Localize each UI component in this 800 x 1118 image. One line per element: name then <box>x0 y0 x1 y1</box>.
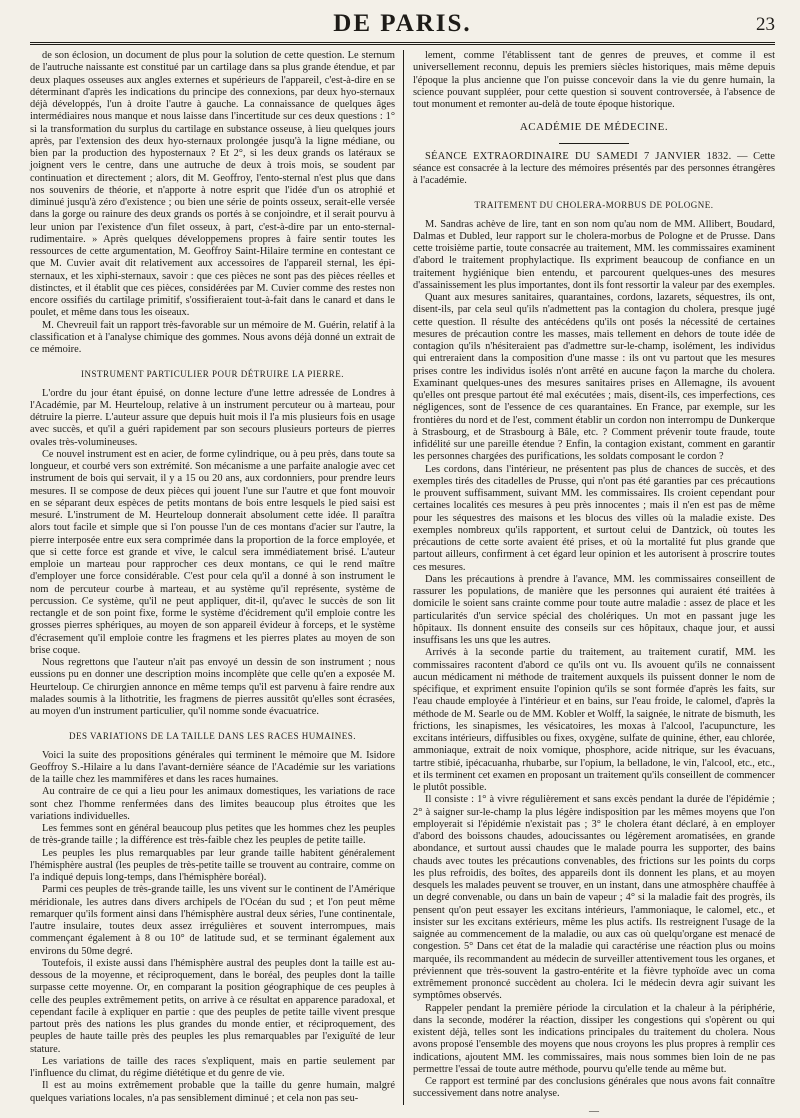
column-divider <box>403 50 404 1105</box>
end-mark: — <box>589 1105 599 1117</box>
right-column <box>413 50 776 1117</box>
page-header <box>30 8 775 45</box>
section-heading-instrument: INSTRUMENT PARTICULIER POUR DÉTRUIRE LA PIERRE. <box>81 369 344 380</box>
paragraph: Parmi ces peuples de très-grande taille, les uns vivent sur le continent de l'Amérique méridionale, les autres dans divers archipels de l'Océan du sud ; et l'on peut même remarquer qu'ils forment ainsi dans l'hémisphère austral deux séries, l'une continentale, l'autre insulaire, toutes deux assez irrégulières et souvent interrompues, mais commençant également à 8 ou 10° de latitude sud, et se terminant également aux environs du 50me degré. <box>30 884 395 957</box>
paragraph: Arrivés à la seconde partie du traitement, au traitement curatif, MM. les commissaires racontent d'abord ce qu'ils ont vu. Ils avouent qu'ils ne connaissent aucun médicament ni méthode de traitement auxquels ils puissent donner le nom de spécifique, et expriment ensuite l'opinion qu'ils se sont formée d'après les faits, sur l'eau chaude employée à l'intérieur et en bains, sur l'eau froide, le calomel, d'après la méthode de M. Searle ou de MM. Kobler et Wolff, la saignée, le nitrate de bismuth, les frictions, les sinapismes, les vésicatoires, les moxas à l'alcool, l'acupuncture, les excitans intérieurs, diffusibles ou fixes, oxygène, sulfate de quinine, éther, eau chlorée, ammoniaque, extrait de noix vomique, phosphore, acide nitrique, sur les évacuans, tartre stibié, ipécacuanha, rhubarbe, sur l'opium, la belladone, le vin, l'alcool, etc., etc., et ils terminent cet examen en proposant un traitement qu'ils conseillent de commencer le plutôt possible. <box>413 647 775 793</box>
paragraph: Les cordons, dans l'intérieur, ne présentent pas plus de chances de succès, et des exemples tirés des citadelles de Prusse, qui n'ont pas été garanties par ces précautions le prouvent suffisamment, suivant MM. les commissaires. Ils croient cependant pour certaines localités ces mesures à peu près innocentes ; mais il n'en est pas de même pour les séquestres des maisons et les blocus des villes où la maladie existe. Des exemples nombreux qu'ils rapportent, et surtout celui de Dantzick, où toutes les précautions de cette sorte avaient été prises, et où la mortalité fut plus grande que partout ailleurs, confirment à cet égard leur opinion et les autorisent à proscrire toutes ces mesures. <box>413 463 775 573</box>
paragraph: Rappeler pendant la première période la circulation et la chaleur à la périphérie, dans la seconde, modérer la réaction, dissiper les congestions qui s'opèrent ou qui existent déjà, telles sont les indications principales du traitement du cholera. Nous avons proposé l'ensemble des moyens que nous croyons les plus propres à remplir ces indications, ajoutent MM. les commissaires, mais nous sommes bien loin de ne pas permettre l'essai de toute autre méthode, pourvu qu'elle tende au même but. <box>413 1002 775 1075</box>
paragraph: Voici la suite des propositions générales qui terminent le mémoire que M. Isidore Geoffroy S.-Hilaire a lu dans l'avant-dernière séance de l'Académie sur les variations de la taille chez les mammifères et dans les races humaines. <box>30 749 395 785</box>
paragraph: Ce nouvel instrument est en acier, de forme cylindrique, ou à peu près, dans toute sa longueur, et courbé vers son extrémité. Son mécanisme a une parfaite analogie avec cet instrument de bois qui servait, il y a 15 ou 20 ans, aux cordonniers, pour prendre leurs mesures. Il se compose de deux pièces qui jouent l'une sur l'autre et que font mouvoir en se séparant deux espèces de petits montans de bois entre lesquels le pied saisi est mesuré. L'instrument de M. Heurteloup donnerait absolument cette idée. Il paraîtra alors tout facile et simple que si l'on pousse l'un de ces montans d'acier sur l'autre, la pierre interposée entre eux sera comprimée dans la proportion de la force employée, et que si cette force est grande et vive, le calcul sera immédiatement brisé. L'auteur emploie un marteau pour rapprocher ces deux montans, ce qui le rend maître d'employer une force considérable. C'est pour cela qu'il a donné à son instrument le nom de percuteur courbe à marteau, et au système qu'il représente, système de percussion. Ce système, qu'il ne peut appliquer, dit-il, qu'avec le succès de son lit rectangle et de son point fixe, forme le système d'écidrement qu'il emploie contre les grosses pierres sphériques, au moyen de son appareil évideur à forceps, et le système d'écrasement qu'il emploie contre les fragmens et les pierres plates au moyen de son brise coque. <box>30 448 395 656</box>
seance-text: — Cette séance est consacrée à la lecture des mémoires présentés par des personnes étrangères à l'académie. <box>413 150 775 186</box>
paragraph: de son éclosion, un document de plus pour la solution de cette question. Le sternum de l'autruche naissante est constitué par un cartilage dans sa plus grande étendue, et par deux plaques osseuses aux angles externes et supérieurs de l'appareil, c'est-à-dire en se déterminant d'après les indications du principe des connexions, par deux hyo-sternaux déjà développés, l'un à droite l'autre à gauche. La connaissance de quelques âges intermédiaires nous manque et nous laisse dans l'incertitude sur ces deux questions : 1° si la transformation du surplus du cartilage en substance osseuse, à lieu quelques jours après, par l'extension des deux hyo-sternaux prolongée jusqu'à la ligne médiane, ou bien par la production des hyposternaux ? Et 2°, si les deux grands os latéraux se joignent vers le centre, dans une autruche de deux à trois mois, se soudent par continuation et directement ; alors, dit M. Geoffroy, l'ento-sternal n'est plus que dans nos souvenirs de théorie, et n'apporte à notre esprit que l'idée d'un os atrophié et diminué jusqu'à zéro d'existence ; ou bien une série de points osseux, serait-elle versée dans la gorge ou rainure des deux grands os portés à se conjoindre, et il serait pourvu à leur union par l'existence d'un filet osseux, à part, c'est-à-dire par un ento-sternal-rudimentaire. » Après quelques développemens propres à faire sentir toutes les ressources de cette argumentation, M. Geoffroy Saint-Hilaire termine en contestant ce que M. Cuvier avait dit relativement aux accessoires de l'appareil sternal, les épi-sternaux, et les xiphi-sternaux, savoir : que ces pièces ne sont pas des pièces réelles et distinctes, et il établit que ces pièces, considérées par M. Cuvier comme des restes non encore ossifiés du cartilage primitif, s'ossifieraient tout-à-fait dans le canard et dans le poulet, et même dans tous les oiseaux. <box>30 50 395 319</box>
paragraph: Nous regrettons que l'auteur n'ait pas envoyé un dessin de son instrument ; nous eussions pu en donner une description moins incomplète que celle qu'en a exposée M. Heurteloup. Ce chirurgien annonce en même temps qu'il est parvenu à faire rendre aux malades soumis à la lithotritie, les fragmens de pierres aussitôt qu'elles sont écrasées, au moyen d'un instrument particulier, qu'il nomme sonde évacuatrice. <box>30 657 395 717</box>
section-heading-cholera: TRAITEMENT DU CHOLERA-MORBUS DE POLOGNE. <box>474 200 714 211</box>
paragraph: lement, comme l'établissent tant de genres de preuves, et comme il est universellement reconnu, depuis les premiers siècles historiques, mais même depuis l'époque la plus ancienne que l'on puisse concevoir dans la vie du genre humain, la science pouvant suppléer, pour cette question si souvent controversée, à l'absence de tout monument et remonter au-delà de toute époque historique. <box>413 50 775 110</box>
page-number: 23 <box>756 14 775 35</box>
seance-line <box>413 151 775 188</box>
paragraph: L'ordre du jour étant épuisé, on donne lecture d'une lettre adressée de Londres à l'Académie, par M. Heurteloup, relative à un instrument percuteur ou à marteau, pour détruire la pierre. L'auteur assure que depuis huit mois il l'a mis plusieurs fois en usage avec succès, et qu'il a guéri rapidement par son secours plusieurs porteurs de pierres ovales très-volumineuses. <box>30 387 395 448</box>
paragraph: Il consiste : 1° à vivre régulièrement et sans excès pendant la durée de l'épidémie ; 2° à saigner sur-le-champ la plus légère indisposition par les mêmes moyens que l'on employerait si l'épidémie n'existait pas ; 3° le cholera étant déclaré, à en employer d'abord des boissons chaudes, adoucissantes ou légèrement aromatisées, en grande abondance, et surtout aussi chaudes que le malade pourra les supporter, des bains chauds avec toutes les précautions convenables, des frictions sur les points du corps les plus refroidis, des boîtes, des appareils dont ils donnent les plans, et au moyen desquels les malades peuvent se trouver, en un instant, dans une atmosphère chauffée à un degré convenable, ou dans un bain de vapeur ; 4° si la maladie fait des progrès, ils pensent qu'on peut essayer les excitans intérieurs, l'ammoniaque, le calomel, etc., et insister sur les excitans extérieurs, même les plus actifs. Ils restreignent l'usage de la saignée au commencement de la maladie, ou aux cas où quelqu'organe est menacé de congestion. 5° Dans cet état de la maladie qui caractérise une réaction plus ou moins marquée, ils recommandent au médecin de surveiller attentivement tous les organes, et préviennent que très-souvent la gastro-entérite et la fièvre typhoïde avec un coma extrêmement prononcé succèdent au cholera. Ici le médecin devra agir suivant les symptômes observés. <box>413 794 775 1002</box>
paragraph: Toutefois, il existe aussi dans l'hémisphère austral des peuples dont la taille est au-dessous de la moyenne, et réciproquement, dans le boréal, des peuples dont la taille surpasse cette moyenne. Or, en comparant la position géographique de ces peuples à celle des peuples extrêmement petits, on arrive à ce résultat en apparence paradoxal, et cependant facile à expliquer en partie : que des peuples de petite taille vivent presque partout près des nations les plus grandes du monde entier, et réciproquement, des peuples de haute taille près des peuples les plus remarquables par l'exiguïté de leur stature. <box>30 957 395 1055</box>
section-rule <box>559 143 629 144</box>
paragraph: M. Chevreuil fait un rapport très-favorable sur un mémoire de M. Guérin, relatif à la classification et à l'analyse chimique des gommes. Nous avons déjà donné un extrait de ce mémoire. <box>30 319 395 355</box>
paragraph: Les variations de taille des races s'expliquent, mais en partie seulement par l'influence du climat, du régime diététique et du genre de vie. <box>30 1055 395 1079</box>
paragraph: Dans les précautions à prendre à l'avance, MM. les commissaires conseillent de rassurer les populations, de manière que les personnes qui auraient été traitées à domicile le soient sans crainte comme pour toute autre maladie : assez de place et les particularités d'un service spécial des cholériques. Un mot en passant juge les hôpitaux. Ils donnent ensuite des conseils sur ces hôpitaux, chaque jour, et aussi insuffisans les uns que les autres. <box>413 573 775 646</box>
seance-label: SÉANCE EXTRAORDINAIRE DU SAMEDI 7 JANVIER 1832. <box>425 150 732 162</box>
paragraph: M. Sandras achève de lire, tant en son nom qu'au nom de MM. Allibert, Boudard, Dalmas et Dubled, leur rapport sur le cholera-morbus de Pologne et de Prusse. Dans cette troisième partie, toute consacrée au traitement, MM. les commissaires examinent d'abord le traitement prophylactique. Ils expriment beaucoup de confiance en un traitement hygiénique bien entendu, et parcourent quelques-unes des mesures d'assainissement les plus importantes, dont ils font ressortir la valeur par des exemples. <box>413 218 776 291</box>
left-column <box>30 50 395 1105</box>
masthead-title: DE PARIS. <box>333 10 472 37</box>
paragraph: Au contraire de ce qui a lieu pour les animaux domestiques, les variations de race sont chez l'homme renfermées dans des limites beaucoup plus étroites que les variations individuelles. <box>30 786 395 822</box>
section-heading-academie: ACADÉMIE DE MÉDECINE. <box>519 121 669 134</box>
paragraph: Quant aux mesures sanitaires, quarantaines, cordons, lazarets, séquestres, ils ont, disent-ils, par cela seul qu'ils n'admettent pas la contagion du cholera, presque jugé cette question. Il résulte des antécédens qu'ils ont posés la nécessité de certaines mesures de précaution contre les masses, mais tellement en dehors de toute idée de contagion qu'ils n'hésiteraient pas d'admettre sur-le-champ, isolément, les individus qui entreraient dans la composition d'une masse : ils ont vu partout que les mesures prises contre les individus isolés n'ont arrêté en aucune façon la marche du cholera. Examinant quelques-unes des mesures sanitaires prises en Allemagne, ils avouent qu'elles ont presque partout été mal exécutées ; mais, disent-ils, ces imperfections, ces négligences, sont de l'essence de ces quarantaines. En France, par exemple, sur les frontières du nord et de l'est, comment établir un cordon non interrompu de Dunkerque à Strasbourg, et de Strasbourg à Bâle, etc. ? Comment prévenir toute fraude, toute infidélité sur une pareille étendue ? Enfin, la contagion existant, comment en garantir les personnes chargées des purifications, les soldats composant le cordon ? <box>413 292 775 463</box>
paragraph: Il est au moins extrêmement probable que la taille du genre humain, malgré quelques variations locales, n'a pas sensiblement diminué ; et cela non pas seu- <box>30 1080 395 1104</box>
section-heading-variations: DES VARIATIONS DE LA TAILLE DANS LES RACES HUMAINES. <box>68 731 357 742</box>
paragraph: Les peuples les plus remarquables par leur grande taille habitent généralement l'hémisphère austral (les peuples de très-petite taille se trouvent au contraire, comme on l'a indiqué depuis long-temps, dans l'hémisphère boréal). <box>30 847 395 883</box>
paragraph: Ce rapport est terminé par des conclusions générales que nous avons fait connaître successivement dans notre analyse. <box>413 1076 775 1100</box>
paragraph: Les femmes sont en général beaucoup plus petites que les hommes chez les peuples de très-grande taille ; la différence est très-faible chez les peuples de petite taille. <box>30 823 395 847</box>
